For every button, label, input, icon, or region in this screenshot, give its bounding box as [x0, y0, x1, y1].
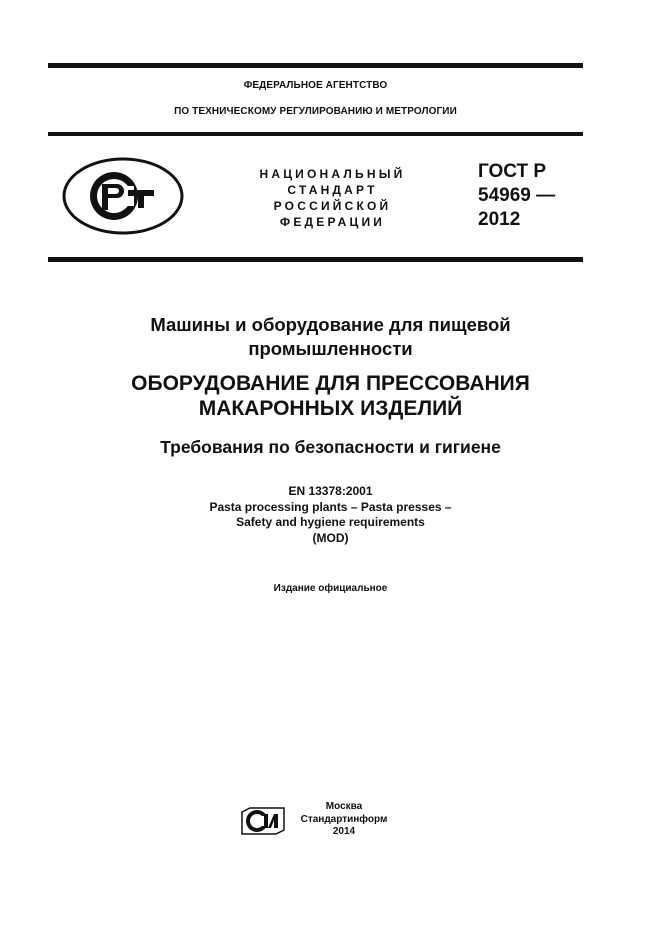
subtitle: Требования по безопасности и гигиене [160, 437, 501, 457]
main-title-line-1: ОБОРУДОВАНИЕ ДЛЯ ПРЕССОВАНИЯ [131, 372, 530, 395]
reference-line-2: Pasta processing plants – Pasta presses – [209, 499, 452, 514]
publisher-year: 2014 [332, 826, 356, 837]
national-line-1: НАЦИОНАЛЬНЫЙ [259, 167, 406, 181]
reference-line-4: (MOD) [312, 530, 349, 545]
national-line-4: ФЕДЕРАЦИИ [279, 215, 386, 229]
publisher-city: Москва [325, 801, 363, 812]
main-title [48, 371, 613, 421]
publisher-info [292, 801, 396, 839]
standard-number-line-2: 54969 — [478, 185, 556, 206]
edition-label: Издание официальное [273, 583, 388, 594]
agency-line-1: ФЕДЕРАЛЬНОЕ АГЕНТСТВО [243, 80, 388, 91]
industry-title-line-2: промышленности [248, 338, 413, 359]
national-line-2: СТАНДАРТ [287, 183, 378, 197]
reference-line-1: EN 13378:2001 [288, 484, 373, 498]
standard-number-line-1: ГОСТ Р [478, 161, 547, 182]
reference-line-3: Safety and hygiene requirements [236, 515, 425, 529]
standartinform-logo [240, 806, 286, 836]
agency-line-2: ПО ТЕХНИЧЕСКОМУ РЕГУЛИРОВАНИЮ И МЕТРОЛОГИИ [174, 106, 457, 117]
national-standard-label [240, 166, 425, 230]
standard-number-line-3: 2012 [478, 209, 521, 230]
main-title-line-2: МАКАРОННЫХ ИЗДЕЛИЙ [198, 397, 463, 420]
publisher-name: Стандартинформ [300, 813, 388, 825]
national-line-3: РОССИЙСКОЙ [273, 199, 392, 213]
reference-standard [48, 484, 613, 546]
top-rule [48, 63, 583, 68]
rst-certification-logo [62, 157, 184, 235]
bottom-rule [48, 257, 583, 262]
industry-title-line-1: Машины и оборудование для пищевой [150, 314, 511, 335]
standard-number [478, 160, 555, 232]
middle-rule [48, 132, 583, 136]
industry-title [48, 313, 613, 361]
